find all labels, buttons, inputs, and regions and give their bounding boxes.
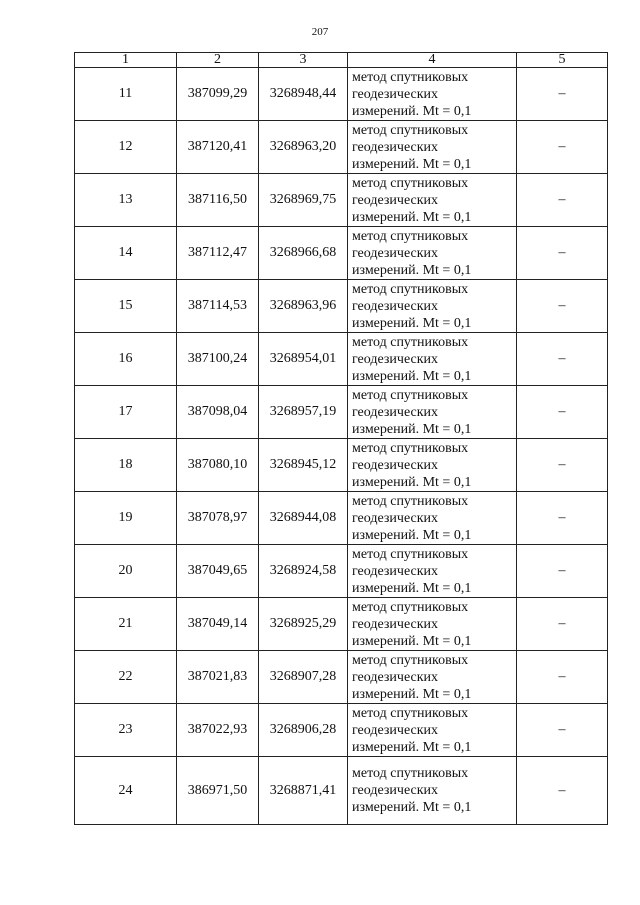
column-5-cell <box>517 545 608 598</box>
method-cell <box>348 545 517 598</box>
method-cell <box>348 492 517 545</box>
y-coordinate-cell: 3268963,20 <box>259 121 348 174</box>
column-5-cell <box>517 333 608 386</box>
y-coordinate-cell: 3268906,28 <box>259 704 348 757</box>
method-line: измерений. Mt = 0,1 <box>352 368 472 384</box>
point-number-cell: 20 <box>75 545 177 598</box>
y-coordinate-cell: 3268925,29 <box>259 598 348 651</box>
column-5-cell <box>517 598 608 651</box>
column-5-cell <box>517 68 608 121</box>
method-line: измерений. Mt = 0,1 <box>352 580 472 596</box>
dash-value: – <box>558 192 566 207</box>
x-coordinate-cell: 387078,97 <box>177 492 259 545</box>
method-line: геодезических <box>352 783 439 798</box>
method-line: метод спутниковых <box>352 652 469 668</box>
method-cell <box>348 280 517 333</box>
point-number-cell: 11 <box>75 68 177 121</box>
method-cell <box>348 704 517 757</box>
method-line: геодезических <box>352 404 439 420</box>
header-col-4: 4 <box>348 53 517 68</box>
dash-value: – <box>558 782 566 798</box>
column-5-cell <box>517 174 608 227</box>
point-number-cell: 12 <box>75 121 177 174</box>
x-coordinate-cell: 387100,24 <box>177 333 259 386</box>
method-line: метод спутниковых <box>352 69 469 85</box>
y-coordinate-cell: 3268924,58 <box>259 545 348 598</box>
y-coordinate-cell: 3268957,19 <box>259 386 348 439</box>
method-line: геодезических <box>352 722 439 738</box>
method-line: измерений. Mt = 0,1 <box>352 262 472 278</box>
method-line: измерений. Mt = 0,1 <box>352 527 472 543</box>
dash-value: – <box>558 245 566 260</box>
point-number-cell: 19 <box>75 492 177 545</box>
y-coordinate-cell: 3268944,08 <box>259 492 348 545</box>
method-line: геодезических <box>352 245 439 261</box>
y-coordinate-cell: 3268966,68 <box>259 227 348 280</box>
method-line: геодезических <box>352 192 439 208</box>
table-body <box>75 68 608 825</box>
y-coordinate-cell: 3268963,96 <box>259 280 348 333</box>
point-number-cell: 24 <box>75 757 177 825</box>
method-line: измерений. Mt = 0,1 <box>352 686 472 702</box>
x-coordinate-cell: 387080,10 <box>177 439 259 492</box>
column-5-cell <box>517 280 608 333</box>
y-coordinate-cell: 3268907,28 <box>259 651 348 704</box>
coordinates-table <box>74 52 608 825</box>
method-line: геодезических <box>352 351 439 367</box>
x-coordinate-cell: 387049,14 <box>177 598 259 651</box>
method-cell <box>348 68 517 121</box>
method-line: метод спутниковых <box>352 334 469 350</box>
dash-value: – <box>558 139 566 154</box>
column-5-cell <box>517 439 608 492</box>
point-number-cell: 15 <box>75 280 177 333</box>
method-line: метод спутниковых <box>352 175 469 191</box>
column-5-cell <box>517 757 608 825</box>
table-row <box>75 68 608 121</box>
column-5-cell <box>517 227 608 280</box>
method-cell <box>348 598 517 651</box>
method-cell <box>348 174 517 227</box>
method-line: измерений. Mt = 0,1 <box>352 633 472 649</box>
point-number-cell: 14 <box>75 227 177 280</box>
table-row <box>75 333 608 386</box>
method-cell <box>348 227 517 280</box>
point-number-cell: 18 <box>75 439 177 492</box>
method-line: измерений. Mt = 0,1 <box>352 156 472 172</box>
point-number-cell: 22 <box>75 651 177 704</box>
column-5-cell <box>517 121 608 174</box>
table-row <box>75 492 608 545</box>
table-row <box>75 121 608 174</box>
method-line: метод спутниковых <box>352 387 469 403</box>
y-coordinate-cell: 3268969,75 <box>259 174 348 227</box>
method-line: измерений. Mt = 0,1 <box>352 315 472 331</box>
header-col-3: 3 <box>259 53 348 68</box>
dash-value: – <box>558 669 566 684</box>
column-5-cell <box>517 704 608 757</box>
method-line: метод спутниковых <box>352 705 469 721</box>
y-coordinate-cell: 3268954,01 <box>259 333 348 386</box>
dash-value: – <box>558 351 566 366</box>
page-number: 207 <box>311 26 329 38</box>
method-cell <box>348 386 517 439</box>
table-row <box>75 439 608 492</box>
method-line: измерений. Mt = 0,1 <box>352 739 472 755</box>
method-line: измерений. Mt = 0,1 <box>352 474 472 490</box>
x-coordinate-cell: 387022,93 <box>177 704 259 757</box>
method-line: метод спутниковых <box>352 546 469 562</box>
x-coordinate-cell: 387098,04 <box>177 386 259 439</box>
method-line: метод спутниковых <box>352 122 469 138</box>
x-coordinate-cell: 387114,53 <box>177 280 259 333</box>
method-line: геодезических <box>352 669 439 685</box>
method-line: геодезических <box>352 616 439 632</box>
dash-value: – <box>558 457 566 472</box>
table-row <box>75 545 608 598</box>
method-line: метод спутниковых <box>352 228 469 244</box>
point-number-cell: 17 <box>75 386 177 439</box>
table-row <box>75 280 608 333</box>
dash-value: – <box>558 616 566 631</box>
dash-value: – <box>558 86 566 101</box>
x-coordinate-cell: 387021,83 <box>177 651 259 704</box>
header-col-5: 5 <box>517 53 608 68</box>
method-line: геодезических <box>352 563 439 579</box>
x-coordinate-cell: 387120,41 <box>177 121 259 174</box>
method-cell <box>348 651 517 704</box>
method-line: метод спутниковых <box>352 766 469 781</box>
method-line: геодезических <box>352 139 439 155</box>
y-coordinate-cell: 3268945,12 <box>259 439 348 492</box>
method-line: метод спутниковых <box>352 599 469 615</box>
x-coordinate-cell: 387116,50 <box>177 174 259 227</box>
method-line: метод спутниковых <box>352 440 469 456</box>
method-line: измерений. Mt = 0,1 <box>352 209 472 225</box>
x-coordinate-cell: 387112,47 <box>177 227 259 280</box>
x-coordinate-cell: 387099,29 <box>177 68 259 121</box>
point-number-cell: 21 <box>75 598 177 651</box>
column-5-cell <box>517 386 608 439</box>
dash-value: – <box>558 404 566 419</box>
method-line: геодезических <box>352 86 439 102</box>
table-row <box>75 757 608 825</box>
x-coordinate-cell: 386971,50 <box>177 757 259 825</box>
header-col-1: 1 <box>75 53 177 68</box>
method-line: геодезических <box>352 510 439 526</box>
x-coordinate-cell: 387049,65 <box>177 545 259 598</box>
method-line: метод спутниковых <box>352 493 469 509</box>
point-number-cell: 13 <box>75 174 177 227</box>
method-cell <box>348 121 517 174</box>
table-row <box>75 386 608 439</box>
dash-value: – <box>558 298 566 313</box>
column-5-cell <box>517 651 608 704</box>
y-coordinate-cell: 3268871,41 <box>259 757 348 825</box>
method-line: геодезических <box>352 298 439 314</box>
method-line: измерений. Mt = 0,1 <box>352 421 472 437</box>
method-line: метод спутниковых <box>352 281 469 297</box>
table-row <box>75 174 608 227</box>
column-5-cell <box>517 492 608 545</box>
method-cell <box>348 439 517 492</box>
dash-value: – <box>558 563 566 578</box>
y-coordinate-cell: 3268948,44 <box>259 68 348 121</box>
point-number-cell: 16 <box>75 333 177 386</box>
dash-value: – <box>558 510 566 525</box>
table-row <box>75 651 608 704</box>
header-col-2: 2 <box>177 53 259 68</box>
method-cell <box>348 757 517 825</box>
table-row <box>75 704 608 757</box>
table-row <box>75 598 608 651</box>
method-line: измерений. Mt = 0,1 <box>352 800 472 815</box>
table-row <box>75 227 608 280</box>
header-row <box>75 53 608 68</box>
method-line: геодезических <box>352 457 439 473</box>
method-line: измерений. Mt = 0,1 <box>352 103 472 119</box>
point-number-cell: 23 <box>75 704 177 757</box>
dash-value: – <box>558 722 566 737</box>
method-cell <box>348 333 517 386</box>
